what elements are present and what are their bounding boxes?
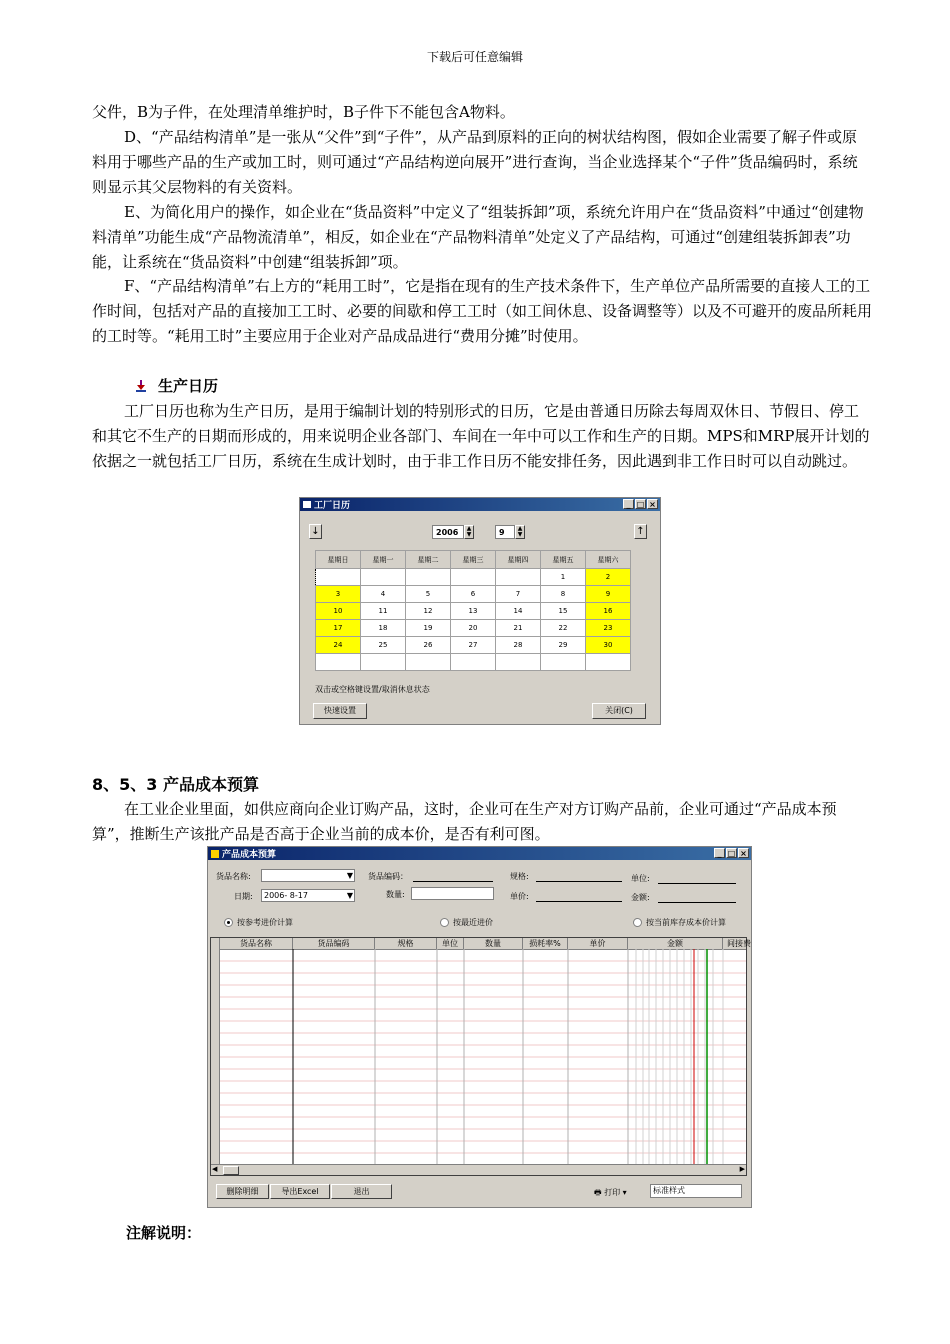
title-bar <box>300 498 660 511</box>
paragraph: E、为简化用户的操作，如企业在“货品资料”中定义了“组装拆卸”项，系统允许用户在“货品资料”中通过“创建物料清单”功能生成“产品物流清单”，相反，如企业在“产品物料清单”处定义了产品结构，可通过“创建组装拆卸表”功能，让系统在“货品资料”中创建“组装拆卸”项。 <box>92 203 864 271</box>
printer-icon: 🖶 <box>594 1188 602 1197</box>
weekday-header: 星期日 <box>316 551 361 569</box>
price-label: 单价: <box>510 892 529 901</box>
day-cell[interactable]: 1 <box>541 569 586 586</box>
paragraph: D、“产品结构清单”是一张从“父件”到“子件”，从产品到原料的正向的树状结构图，假如企业需要了解子件或原料用于哪些产品的生产或加工时，则可通过“产品结构逆向展开”进行查询，当企业选择某个“子件”货品编码时，系统则显示其父层物料的有关资料。 <box>92 128 858 196</box>
calendar-hint: 双击或空格键设置/取消休息状态 <box>315 685 430 694</box>
day-cell[interactable]: 4 <box>361 586 406 603</box>
day-cell-rest[interactable]: 9 <box>586 586 631 603</box>
col-header[interactable]: 单价 <box>568 938 628 949</box>
goods-code-value <box>413 871 493 882</box>
radio-stock-cost[interactable] <box>633 917 726 928</box>
day-cell[interactable] <box>586 654 631 671</box>
day-cell[interactable]: 22 <box>541 620 586 637</box>
day-cell[interactable]: 27 <box>451 637 496 654</box>
day-cell-rest[interactable]: 16 <box>586 603 631 620</box>
spec-label: 规格: <box>510 872 529 881</box>
goods-code-label: 货品编码： <box>368 872 408 881</box>
subheading-text: 生产日历 <box>158 377 219 395</box>
title-bar <box>208 847 751 860</box>
weekday-header: 星期二 <box>406 551 451 569</box>
maximize-icon[interactable]: □ <box>727 849 736 858</box>
radio-selected-icon <box>224 918 233 927</box>
amount-label: 金额: <box>631 893 650 902</box>
horizontal-scrollbar[interactable] <box>211 1164 746 1175</box>
exit-button[interactable]: 退出 <box>331 1184 392 1199</box>
day-cell-rest[interactable]: 2 <box>586 569 631 586</box>
unit-value <box>658 873 736 884</box>
day-cell[interactable] <box>361 569 406 586</box>
window-title: 工厂日历 <box>314 501 351 511</box>
day-cell-rest[interactable]: 17 <box>316 620 361 637</box>
paragraph: 父件，B为子件，在处理清单维护时，B子件下不能包含A物料。 <box>92 103 515 121</box>
day-cell[interactable]: 25 <box>361 637 406 654</box>
minimize-icon[interactable]: _ <box>623 499 634 509</box>
prev-year-button[interactable]: ↓ <box>309 524 322 539</box>
day-cell[interactable]: 20 <box>451 620 496 637</box>
col-header[interactable]: 损耗率% <box>523 938 568 949</box>
year-spinner[interactable]: 2006 <box>432 525 464 539</box>
radio-icon <box>633 918 642 927</box>
day-cell[interactable] <box>496 569 541 586</box>
section-title: 8、5、3 产品成本预算 <box>92 775 259 794</box>
col-header[interactable]: 数量 <box>464 938 523 949</box>
grid-lines <box>211 938 746 1175</box>
day-cell-rest[interactable]: 10 <box>316 603 361 620</box>
date-label: 日期: <box>234 892 253 901</box>
export-excel-button[interactable]: 导出Excel <box>270 1184 330 1199</box>
window-title: 产品成本预算 <box>222 850 277 860</box>
day-cell[interactable]: 26 <box>406 637 451 654</box>
day-cell-rest[interactable]: 24 <box>316 637 361 654</box>
day-cell[interactable]: 14 <box>496 603 541 620</box>
day-cell-rest[interactable]: 30 <box>586 637 631 654</box>
weekday-header: 星期六 <box>586 551 631 569</box>
chevron-down-icon: ▼ <box>346 891 353 900</box>
app-icon <box>211 850 219 858</box>
close-icon[interactable]: × <box>647 499 658 509</box>
radio-ref-price[interactable] <box>224 917 293 928</box>
day-cell[interactable]: 5 <box>406 586 451 603</box>
day-cell[interactable]: 12 <box>406 603 451 620</box>
goods-name-select[interactable] <box>261 869 355 882</box>
day-cell[interactable]: 18 <box>361 620 406 637</box>
note-heading: 注解说明： <box>126 1224 202 1242</box>
day-cell-rest[interactable]: 23 <box>586 620 631 637</box>
scroll-left-icon[interactable]: ◀ <box>212 1165 218 1173</box>
subheading <box>134 375 218 396</box>
col-header[interactable]: 货品名称 <box>220 938 293 949</box>
day-cell[interactable] <box>316 569 361 586</box>
weekday-header: 星期三 <box>451 551 496 569</box>
day-cell[interactable]: 21 <box>496 620 541 637</box>
col-header[interactable]: 货品编码 <box>293 938 375 949</box>
date-value: 2006- 8-17 <box>264 891 308 900</box>
goods-name-label: 货品名称: <box>216 872 251 881</box>
day-cell[interactable]: 11 <box>361 603 406 620</box>
amount-value <box>658 892 736 903</box>
day-cell-rest[interactable]: 3 <box>316 586 361 603</box>
cost-budget-window <box>207 846 752 1208</box>
maximize-icon[interactable]: □ <box>636 500 645 509</box>
delete-detail-button[interactable]: 删除明细 <box>216 1184 269 1199</box>
radio-icon <box>440 918 449 927</box>
radio-latest-price[interactable] <box>440 917 493 928</box>
calendar-grid <box>315 550 631 671</box>
day-cell[interactable] <box>406 654 451 671</box>
print-button[interactable] <box>594 1187 627 1201</box>
paragraph: F、“产品结构清单”右上方的“耗用工时”，它是指在现有的生产技术条件下，生产单位产品所需要的直接人工的工作时间，包括对产品的直接加工工时、必要的间歇和停工工时（如工间休息、设备调整等）以及不可避开的废品所耗用的工时等。“耗用工时”主要应用于企业对产品成品进行“费用分摊”时使用。 <box>92 277 873 345</box>
unit-label: 单位: <box>631 874 650 883</box>
month-spin-arrows-icon[interactable]: ▲ ▼ <box>515 525 525 539</box>
day-cell[interactable]: 13 <box>451 603 496 620</box>
day-cell[interactable]: 28 <box>496 637 541 654</box>
next-year-button[interactable]: ↑ <box>634 524 647 539</box>
scroll-right-icon[interactable]: ▶ <box>739 1165 745 1173</box>
weekday-header: 星期四 <box>496 551 541 569</box>
weekday-header: 星期一 <box>361 551 406 569</box>
day-cell[interactable]: 29 <box>541 637 586 654</box>
col-header[interactable]: 单位 <box>437 938 464 949</box>
day-cell[interactable]: 7 <box>496 586 541 603</box>
month-spinner[interactable]: 9 <box>495 525 515 539</box>
print-style-select[interactable]: 标准样式 <box>650 1184 742 1198</box>
day-cell[interactable] <box>451 654 496 671</box>
day-cell[interactable] <box>406 569 451 586</box>
price-value <box>536 891 622 902</box>
radio-label: 按当前库存成本价计算 <box>646 918 726 927</box>
arrow-bullet-icon <box>134 379 148 393</box>
qty-label: 数量: <box>386 890 405 899</box>
weekday-header: 星期五 <box>541 551 586 569</box>
day-cell[interactable]: 8 <box>541 586 586 603</box>
chevron-down-icon: ▾ <box>622 1188 627 1197</box>
qty-input[interactable] <box>411 887 494 900</box>
quick-setup-button[interactable]: 快速设置 <box>313 703 367 719</box>
scroll-thumb[interactable] <box>223 1166 239 1175</box>
close-button[interactable]: 关闭(C) <box>592 703 646 719</box>
radio-label: 按参考进价计算 <box>237 918 293 927</box>
minimize-icon[interactable]: _ <box>714 848 725 858</box>
paragraph: 在工业企业里面，如供应商向企业订购产品，这时，企业可在生产对方订购产品前，企业可通过“产品成本预算”，推断生产该批产品是否高于企业当前的成本价，是否有利可图。 <box>92 800 837 843</box>
chevron-down-icon: ▼ <box>346 871 353 880</box>
detail-grid[interactable] <box>210 937 751 1176</box>
spec-value <box>536 871 622 882</box>
day-cell[interactable] <box>316 654 361 671</box>
col-header[interactable]: 间接费 <box>727 939 751 948</box>
day-cell[interactable] <box>361 654 406 671</box>
date-picker[interactable] <box>261 889 355 902</box>
day-cell[interactable]: 15 <box>541 603 586 620</box>
radio-label: 按最近进价 <box>453 918 493 927</box>
day-cell[interactable]: 19 <box>406 620 451 637</box>
print-label: 打印 <box>604 1188 621 1197</box>
col-header[interactable]: 规格 <box>375 938 437 949</box>
day-cell[interactable]: 6 <box>451 586 496 603</box>
factory-calendar-window <box>299 497 661 725</box>
col-header[interactable]: 金额 <box>628 938 723 949</box>
close-icon[interactable]: × <box>738 848 749 858</box>
year-spin-arrows-icon[interactable]: ▲ ▼ <box>464 525 474 539</box>
calendar-icon <box>303 501 311 508</box>
day-cell[interactable] <box>541 654 586 671</box>
page-header: 下载后可任意编辑 <box>426 50 523 64</box>
day-cell[interactable] <box>496 654 541 671</box>
day-cell[interactable] <box>451 569 496 586</box>
paragraph: 工厂日历也称为生产日历，是用于编制计划的特别形式的日历，它是由普通日历除去每周双休日、节假日、停工和其它不生产的日期而形成的，用来说明企业各部门、车间在一年中可以工作和生产的日期。MPS和MRP展开计划的依据之一就包括工厂日历，系统在生成计划时，由于非工作日历不能安排任务，因此遇到非工作日时可以自动跳过。 <box>92 402 870 470</box>
